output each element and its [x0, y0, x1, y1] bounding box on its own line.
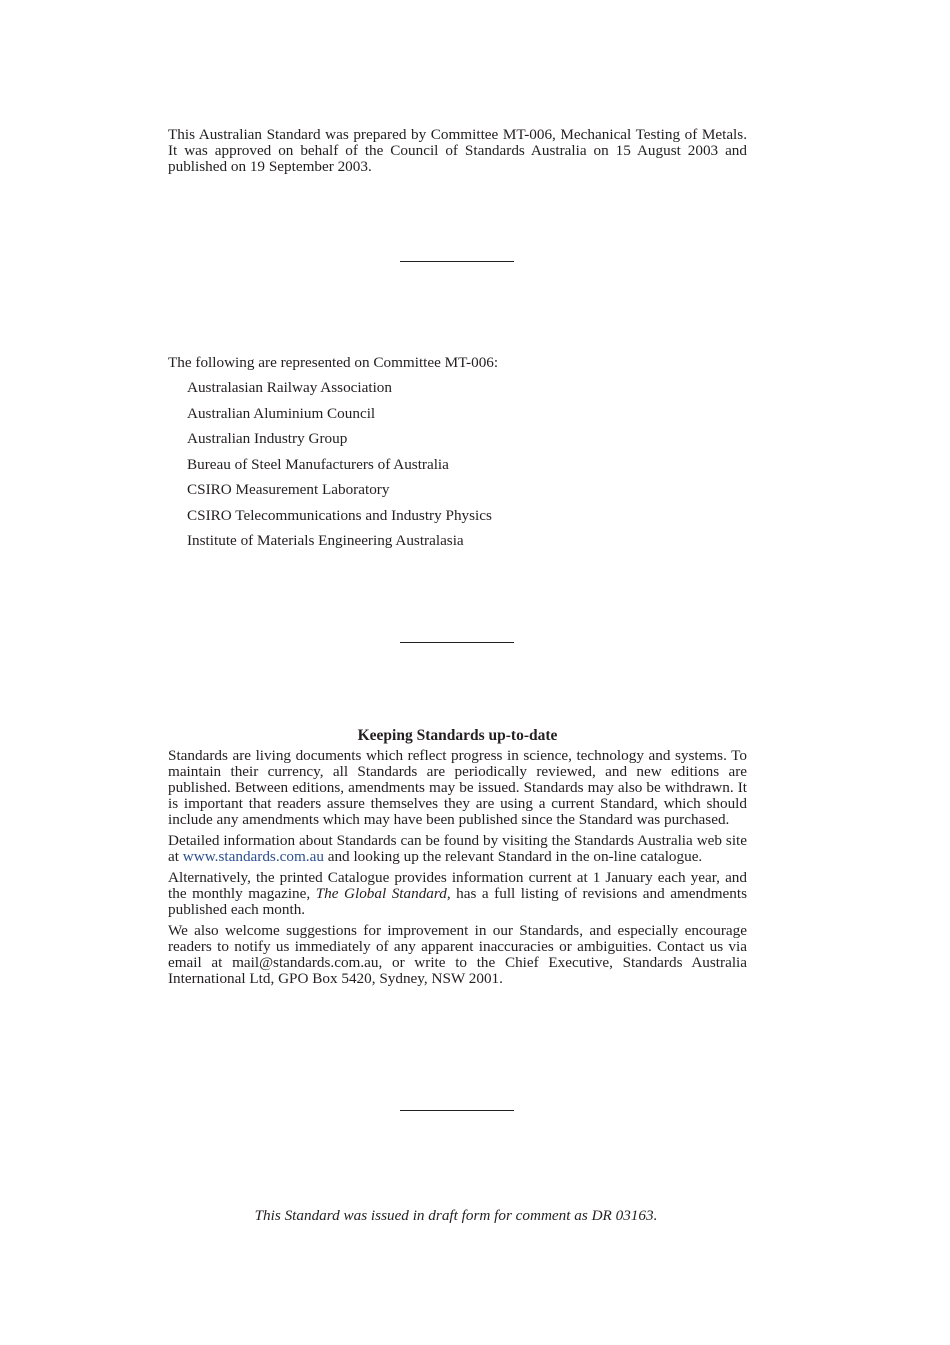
draft-issue-note: This Standard was issued in draft form for comment as DR 03163. [254, 1207, 658, 1224]
section-heading: Keeping Standards up-to-date [357, 727, 558, 744]
section-divider [400, 1110, 514, 1111]
committee-member: Australasian Railway Association [187, 379, 392, 396]
section-divider [400, 261, 514, 262]
committee-section [168, 354, 747, 558]
website-link[interactable]: www.standards.com.au [182, 848, 324, 865]
committee-intro: The following are represented on Committee MT-006: [168, 354, 499, 371]
paragraph-text: Detailed information about Standards can be found by visiting the Standards Australia web site at [168, 832, 747, 865]
committee-member: Australian Aluminium Council [187, 404, 376, 422]
section-divider [400, 642, 514, 643]
approval-statement: This Australian Standard was prepared by Committee MT-006, Mechanical Testing of Metals. It was approved on behalf of the Council of Standards Australia on 15 August 2003 and published on 19 September 2003. [168, 126, 747, 175]
paragraph-text: Alternatively, the printed Catalogue provides information current at 1 January each year, and the monthly magazine, [168, 869, 747, 902]
paragraph-suggestions: We also welcome suggestions for improvement in our Standards, and especially encourage readers to notify us immediately of any apparent inaccuracies or ambiguities. Contact us via email at mail@standards.com.au, or write to the Chief Executive, Standards Australia International Ltd, GPO Box 5420, Sydney, NSW 2001. [168, 922, 747, 987]
keeping-standards-section [168, 726, 747, 992]
paragraph-catalogue [168, 870, 747, 918]
committee-member: Bureau of Steel Manufacturers of Australia [187, 455, 449, 473]
committee-member: Institute of Materials Engineering Australasia [187, 532, 464, 549]
magazine-title: The Global Standard [315, 885, 447, 902]
committee-member: Australian Industry Group [187, 430, 348, 447]
committee-member: CSIRO Telecommunications and Industry Physics [187, 506, 492, 524]
paragraph-detailed-information [168, 833, 747, 865]
committee-member-list [168, 379, 747, 558]
committee-member: CSIRO Measurement Laboratory [187, 481, 390, 498]
paragraph-text: and looking up the relevant Standard in the on-line catalogue. [323, 848, 703, 865]
paragraph-living-documents: Standards are living documents which reflect progress in science, technology and systems. To maintain their currency, all Standards are periodically reviewed, and new editions are published. Between editions, amendments may be issued. Standards may also be withdrawn. It is important that readers assure themselves they are using a current Standard, which should include any amendments which may have been published since the Standard was purchased. [168, 747, 747, 828]
paragraph-text: , has a full listing of revisions and amendments published each month. [168, 885, 748, 918]
